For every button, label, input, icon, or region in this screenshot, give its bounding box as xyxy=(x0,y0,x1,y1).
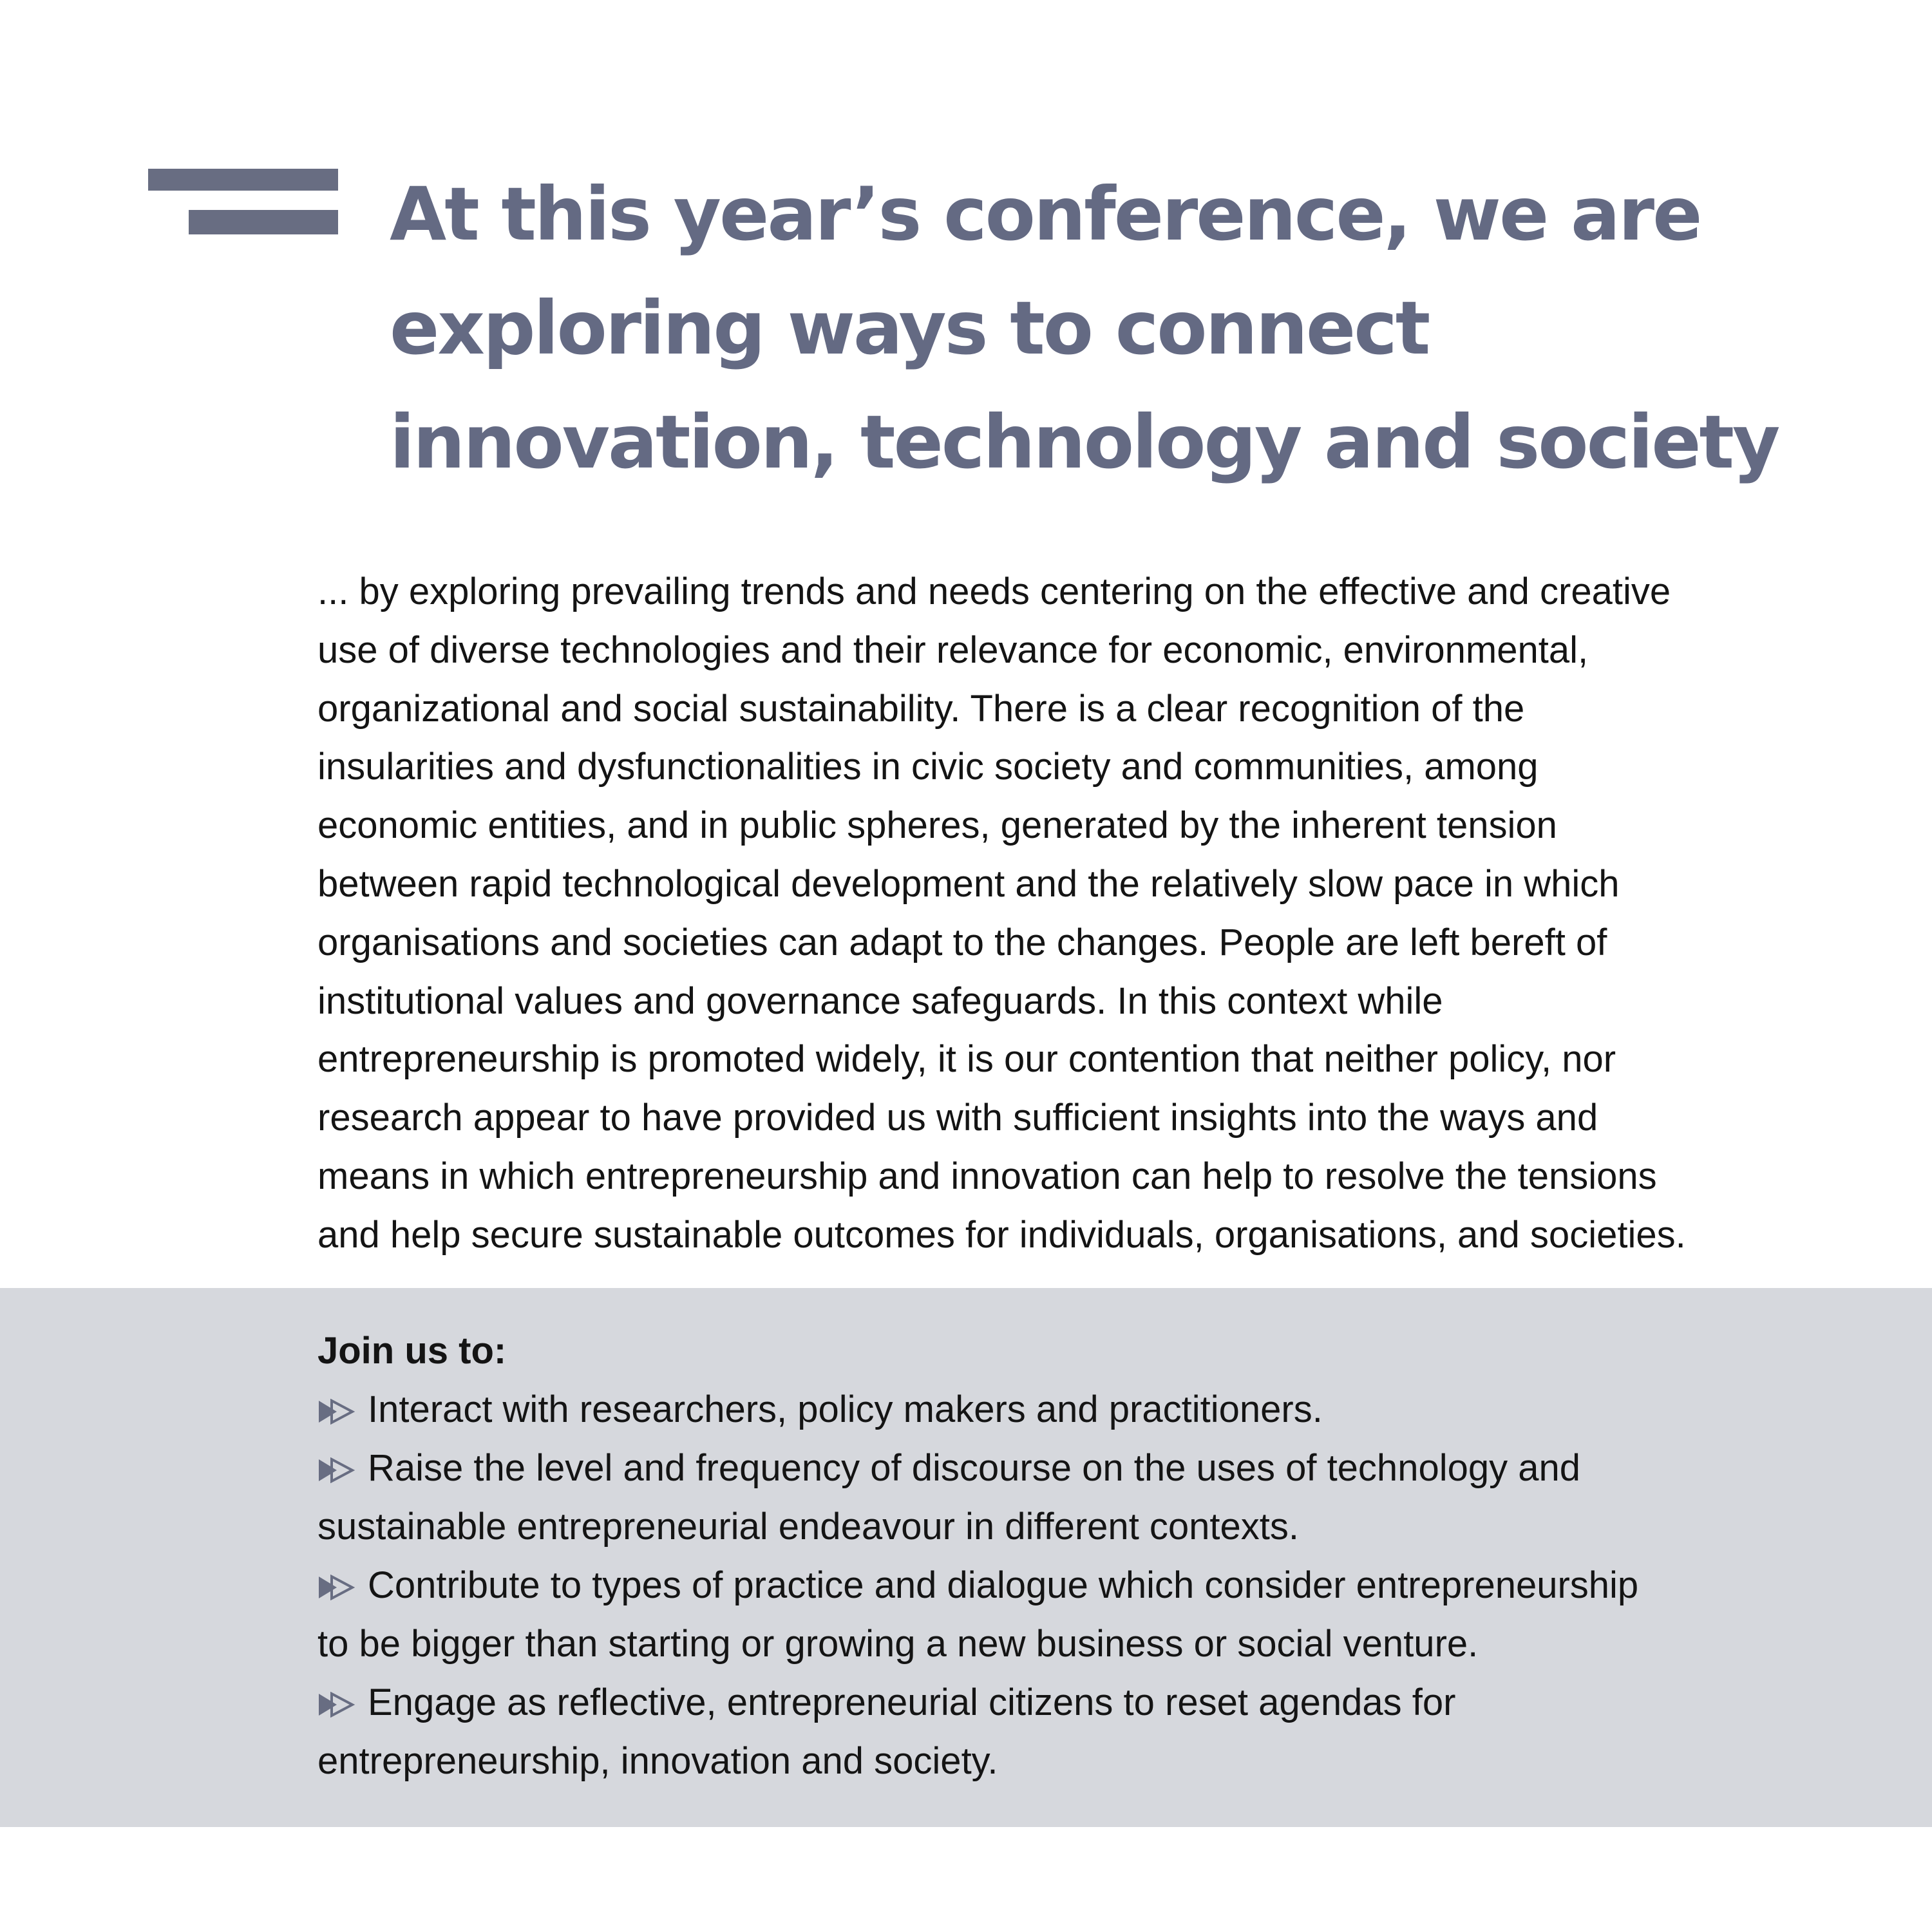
intro-line: between rapid technological development and the relatively slow pace in which xyxy=(317,862,1620,905)
intro-line: institutional values and governance safeguards. In this context while xyxy=(317,980,1443,1022)
intro-line: ... by exploring prevailing trends and needs centering on the effective and creative xyxy=(317,571,1671,612)
double-triangle-arrow-icon xyxy=(317,1399,355,1425)
intro-line: research appear to have provided us with sufficient insights into the ways and xyxy=(317,1097,1598,1139)
double-triangle-arrow-icon xyxy=(317,1575,355,1600)
intro-line: use of diverse technologies and their relevance for economic, environmental, xyxy=(317,629,1589,671)
headline-line: innovation, technology and society xyxy=(390,399,1779,485)
intro-line: means in which entrepreneurship and innovation can help to resolve the tensions xyxy=(317,1155,1657,1197)
join-item-text: Contribute to types of practice and dialogue which consider entrepreneurship xyxy=(368,1564,1639,1606)
intro-paragraph xyxy=(317,563,1799,1265)
headline-line: At this year’s conference, we are xyxy=(390,171,1701,257)
headline-line: exploring ways to connect xyxy=(390,285,1429,371)
join-item xyxy=(317,1380,1799,1439)
decorative-bar-bottom xyxy=(189,210,338,234)
join-item-continuation: sustainable entrepreneurial endeavour in different contexts. xyxy=(317,1506,1300,1548)
join-item xyxy=(317,1673,1799,1732)
intro-line: insularities and dysfunctionalities in civic society and communities, among xyxy=(317,746,1539,788)
intro-line: and help secure sustainable outcomes for individuals, organisations, and societies. xyxy=(317,1213,1686,1256)
join-heading: Join us to: xyxy=(317,1330,507,1372)
intro-line: entrepreneurship is promoted widely, it is our contention that neither policy, nor xyxy=(317,1038,1616,1081)
join-item-text: Raise the level and frequency of discourse on the uses of technology and xyxy=(368,1447,1580,1489)
headline xyxy=(390,157,1806,499)
join-list xyxy=(317,1321,1799,1790)
join-item-continuation: to be bigger than starting or growing a new business or social venture. xyxy=(317,1623,1479,1665)
join-item xyxy=(317,1556,1799,1615)
join-item-text: Engage as reflective, entrepreneurial citizens to reset agendas for xyxy=(368,1681,1456,1723)
double-triangle-arrow-icon xyxy=(317,1692,355,1718)
join-item xyxy=(317,1439,1799,1497)
intro-line: organizational and social sustainability. There is a clear recognition of the xyxy=(317,687,1525,730)
intro-line: economic entities, and in public spheres, generated by the inherent tension xyxy=(317,804,1557,847)
intro-line: organisations and societies can adapt to the changes. People are left bereft of xyxy=(317,921,1607,963)
join-item-text: Interact with researchers, policy makers and practitioners. xyxy=(368,1388,1323,1430)
double-triangle-arrow-icon xyxy=(317,1457,355,1483)
decorative-bar-top xyxy=(148,169,338,191)
join-item-continuation: entrepreneurship, innovation and society. xyxy=(317,1740,998,1782)
